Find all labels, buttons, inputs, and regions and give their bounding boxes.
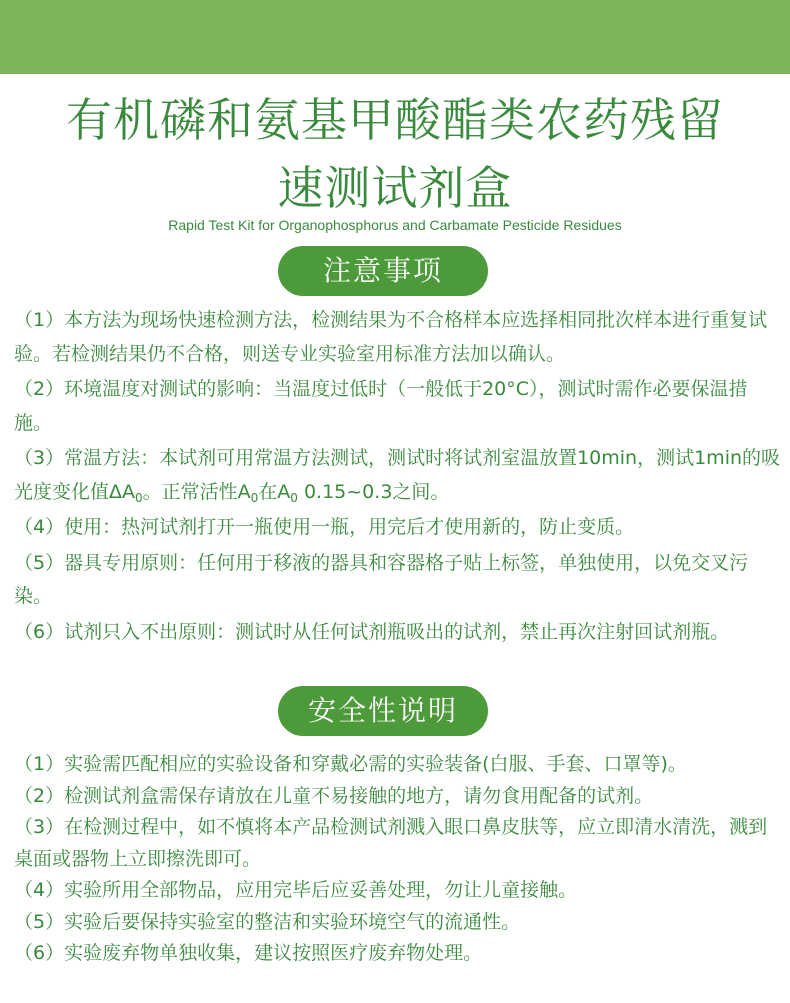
subscript: 0 [250,490,259,505]
notes-item-6: （6）试剂只入不出原则：测试时从任何试剂瓶吸出的试剂，禁止再次注射回试剂瓶。 [14,620,730,643]
safety-item-5: （5）实验后要保持实验室的整洁和实验环境空气的流通性。 [14,910,521,933]
safety-item-2: （2）检测试剂盒需保存请放在儿童不易接触的地方，请勿食用配备的试剂。 [14,784,654,807]
notes-item-3-text-d: 0.15~0.3之间。 [297,480,450,503]
subscript: 0 [135,490,143,505]
notes-item-3-text-b: 。正常活性A [142,480,251,503]
notes-item-4: （4）使用：热河试剂打开一瓶使用一瓶，用完后才使用新的，防止变质。 [14,516,635,538]
subscript: 0 [290,490,298,505]
safety-item-6: （6）实验废弃物单独收集，建议按照医疗废弃物处理。 [14,942,483,964]
notes-item-5: （5）器具专用原则：任何用于移液的器具和容器格子贴上标签，单独使用，以免交叉污染。 [14,551,749,607]
safety-list [14,749,780,970]
safety-item-3: （3）在检测过程中，如不慎将本产品检测试剂溅入眼口鼻皮肤等，应立即清水清洗，溅到桌面或器物上立即擦洗即可。 [14,816,768,870]
safety-item-1: （1）实验需匹配相应的实验设备和穿戴必需的实验装备(白服、手套、口罩等)。 [14,753,687,775]
notes-list [14,304,780,651]
top-banner [0,0,790,74]
notes-item-3-text-a: （3）常温方法：本试剂可用常温方法测试，测试时将试剂室温放置10min，测试1min的吸光度变化值ΔA [14,447,781,503]
safety-item-4: （4）实验所用全部物品，应用完毕后应妥善处理，勿让儿童接触。 [14,879,578,901]
english-subtitle: Rapid Test Kit for Organophosphorus and Carbamate Pesticide Residues [168,217,622,233]
page-title-line-2: 速测试剂盒 [277,161,513,215]
notes-item-3-text-c: 在A [258,480,291,503]
notes-item-3 [14,442,780,509]
page-title-line-1: 有机磷和氨基甲酸酯类农药残留 [66,93,724,147]
notes-item-1: （1）本方法为现场快速检测方法，检测结果为不合格样本应选择相同批次样本进行重复试验。若检测结果仍不合格，则送专业实验室用标准方法加以确认。 [14,309,768,365]
notes-heading-badge: 注意事项 [278,246,488,296]
notes-item-2: （2）环境温度对测试的影响：当温度过低时（一般低于20°C），测试时需作必要保温措施。 [14,378,748,434]
safety-heading-badge: 安全性说明 [278,686,488,736]
